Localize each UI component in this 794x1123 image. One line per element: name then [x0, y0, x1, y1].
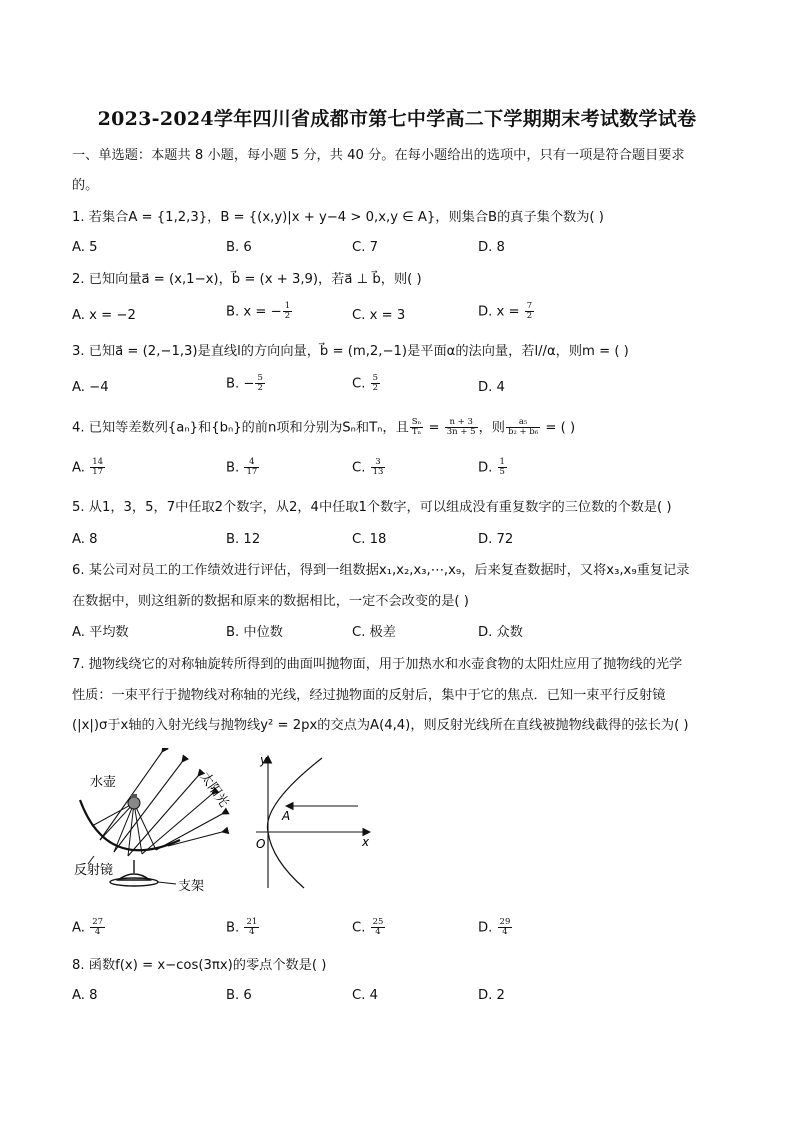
option-fraction — [244, 918, 259, 937]
y-axis-label: y — [260, 753, 268, 767]
fraction-denominator: 17 — [92, 467, 104, 477]
q6-option-c[interactable]: C. 极差 — [352, 625, 396, 640]
fraction-denominator: 17 — [246, 467, 258, 477]
solar-cooker-figure — [72, 748, 240, 896]
q3-option-c-prefix: C. — [352, 376, 370, 392]
q5-option-d[interactable]: D. 72 — [478, 532, 514, 547]
q8-option-d[interactable]: D. 2 — [478, 988, 505, 1003]
option-label: B. — [226, 460, 244, 476]
fraction-denominator: b₂ + b₆ — [507, 427, 539, 437]
q4-option-b[interactable] — [226, 458, 260, 479]
section-heading: 一、单选题：本题共 8 小题，每小题 5 分，共 40 分。在每小题给出的选项中，只有一项是符合题目要求 — [72, 148, 685, 163]
q2-option-a[interactable]: A. x = −2 — [72, 308, 136, 323]
q2-option-b-prefix: B. x = − — [226, 304, 282, 320]
q6-option-a[interactable]: A. 平均数 — [72, 625, 129, 640]
fraction-numerator: n + 3 — [445, 418, 478, 428]
q3-option-c-fraction — [371, 374, 380, 393]
option-label: C. — [352, 460, 370, 476]
mirror-label: 反射镜 — [74, 863, 114, 878]
option-fraction — [498, 918, 513, 937]
fraction-numerator: 3 — [371, 458, 386, 468]
fraction-denominator: 13 — [372, 467, 384, 477]
q6-option-d[interactable]: D. 众数 — [478, 625, 523, 640]
fraction-numerator: 25 — [372, 917, 384, 927]
option-label: B. — [226, 920, 244, 936]
q5-option-a[interactable]: A. 8 — [72, 532, 98, 547]
question-7-line-2: 性质：一束平行于抛物线对称轴的光线，经过抛物面的反射后，集中于它的焦点．已知一束平行反射镜 — [72, 688, 666, 703]
q8-option-b[interactable]: B. 6 — [226, 988, 252, 1003]
q4-fraction-target — [506, 418, 540, 437]
question-8: 8. 函数f(x) = x−cos(3πx)的零点个数是( ) — [72, 958, 327, 973]
q3-option-d[interactable]: D. 4 — [478, 380, 505, 395]
fraction-denominator: 2 — [372, 383, 379, 393]
question-2: 2. 已知向量a⃗ = (x,1−x)，b⃗ = (x + 3,9)，若a⃗ ⊥ b⃗，则( ) — [72, 272, 422, 287]
question-7-line-3: (|x|)σ于x轴的入射光线与抛物线y² = 2px的交点为A(4,4)，则反射光线所在直线被抛物线截得的弦长为( ) — [72, 718, 689, 733]
stand-icon — [118, 860, 150, 880]
q2-option-d[interactable] — [478, 302, 535, 323]
option-fraction — [371, 918, 386, 937]
fraction-denominator: 2 — [284, 311, 291, 321]
q2-option-b-fraction — [283, 302, 292, 321]
q1-option-a[interactable]: A. 5 — [72, 240, 98, 255]
q7-option-d[interactable] — [478, 918, 513, 939]
question-1: 1. 若集合A = {1,2,3}，B = {(x,y)|x + y−4 > 0,x,y ∈ A}，则集合B的真子集个数为( ) — [72, 210, 604, 225]
fraction-denominator: 2 — [257, 383, 263, 393]
fraction-numerator: 21 — [246, 917, 258, 927]
q4-text-post: = ( ) — [541, 420, 576, 436]
fraction-numerator: 5 — [257, 373, 263, 383]
parabola-curve — [267, 758, 322, 888]
kettle-lid — [131, 794, 137, 798]
stand-label: 支架 — [178, 879, 205, 894]
q7-option-a[interactable] — [72, 918, 106, 939]
stand-base — [110, 878, 158, 886]
kettle-icon — [128, 797, 140, 809]
page-title: 2023-2024学年四川省成都市第七中学高二下学期期末考试数学试卷 — [97, 108, 697, 130]
question-6-line-2: 在数据中，则这组新的数据和原来的数据相比，一定不会改变的是( ) — [72, 594, 469, 609]
kettle-label: 水壶 — [90, 775, 117, 790]
section-heading-cont: 的。 — [72, 178, 99, 193]
q4-option-c[interactable] — [352, 458, 386, 479]
q4-text-mid1: = — [424, 420, 444, 436]
fraction-numerator: a₅ — [506, 418, 540, 428]
q8-option-c[interactable]: C. 4 — [352, 988, 378, 1003]
q3-option-b[interactable] — [226, 374, 266, 395]
q5-option-b[interactable]: B. 12 — [226, 532, 261, 547]
q2-option-d-fraction — [525, 302, 534, 321]
q6-option-b[interactable]: B. 中位数 — [226, 625, 283, 640]
question-6-line-1: 6. 某公司对员工的工作绩效进行评估，得到一组数据x₁,x₂,x₃,⋯,x₉，后来复查数据时，又将x₃,x₉重复记录 — [72, 563, 690, 578]
fraction-numerator: 27 — [92, 917, 104, 927]
q2-option-d-prefix: D. x = — [478, 304, 524, 320]
q7-option-c[interactable] — [352, 918, 386, 939]
q4-text-mid2: ，则 — [478, 420, 505, 436]
option-label: A. — [72, 460, 90, 476]
q2-option-c[interactable]: C. x = 3 — [352, 308, 406, 323]
option-fraction — [90, 458, 105, 477]
fraction-numerator: 1 — [499, 457, 505, 467]
option-fraction — [90, 918, 105, 937]
question-4 — [72, 418, 575, 439]
fraction-numerator: 14 — [92, 457, 104, 467]
option-label: A. — [72, 920, 90, 936]
fraction-numerator: 29 — [499, 917, 511, 927]
fraction-numerator: Sₙ — [411, 417, 422, 427]
option-label: D. — [478, 920, 497, 936]
q4-option-d[interactable] — [478, 458, 508, 479]
option-fraction — [244, 458, 259, 477]
option-fraction — [371, 458, 386, 477]
parabola-figure — [252, 750, 374, 892]
fraction-numerator: 1 — [284, 301, 291, 311]
q1-option-c[interactable]: C. 7 — [352, 240, 378, 255]
q4-text-pre: 4. 已知等差数列{aₙ}和{bₙ}的前n项和分别为Sₙ和Tₙ，且 — [72, 420, 409, 436]
question-5: 5. 从1，3，5，7中任取2个数字，从2，4中任取1个数字，可以组成没有重复数字的三位数的个数是( ) — [72, 500, 672, 515]
x-axis-label: x — [362, 835, 370, 849]
fraction-denominator: Tₙ — [411, 427, 422, 437]
fraction-denominator: 4 — [249, 927, 255, 937]
fraction-denominator: 4 — [375, 927, 381, 937]
fraction-denominator: 4 — [502, 927, 508, 937]
q4-option-a[interactable] — [72, 458, 106, 479]
option-label: D. — [478, 460, 497, 476]
q7-option-b[interactable] — [226, 918, 260, 939]
fraction-denominator: 5 — [499, 467, 505, 477]
fraction-numerator: 5 — [372, 373, 379, 383]
fraction-numerator: 7 — [526, 301, 533, 311]
q1-option-b[interactable]: B. 6 — [226, 240, 252, 255]
q4-fraction-s-over-t — [410, 418, 424, 437]
q1-option-d[interactable]: D. 8 — [478, 240, 505, 255]
fraction-denominator: 2 — [526, 311, 533, 321]
option-label: C. — [352, 920, 370, 936]
point-a-label: A — [282, 809, 291, 823]
q2-option-b[interactable] — [226, 302, 293, 323]
question-7-line-1: 7. 抛物线绕它的对称轴旋转所得到的曲面叫抛物面，用于加热水和水壶食物的太阳灶应用了抛物线的光学 — [72, 657, 683, 672]
origin-label: O — [256, 837, 266, 851]
fraction-denominator: 3n + 5 — [446, 427, 476, 437]
option-fraction — [498, 458, 507, 477]
fraction-denominator: 4 — [94, 927, 101, 937]
q3-option-a[interactable]: A. −4 — [72, 380, 109, 395]
sunlight-label: 太阳光 — [196, 769, 232, 811]
q5-option-c[interactable]: C. 18 — [352, 532, 387, 547]
q3-option-b-prefix: B. − — [226, 376, 255, 392]
q8-option-a[interactable]: A. 8 — [72, 988, 98, 1003]
q3-option-b-fraction — [255, 374, 264, 393]
fraction-numerator: 4 — [244, 458, 259, 468]
q4-fraction-ratio — [445, 418, 478, 437]
q3-option-c[interactable] — [352, 374, 381, 395]
question-3: 3. 已知a⃗ = (2,−1,3)是直线l的方向向量，b⃗ = (m,2,−1)是平面α的法向量，若l//α，则m = ( ) — [72, 344, 629, 359]
